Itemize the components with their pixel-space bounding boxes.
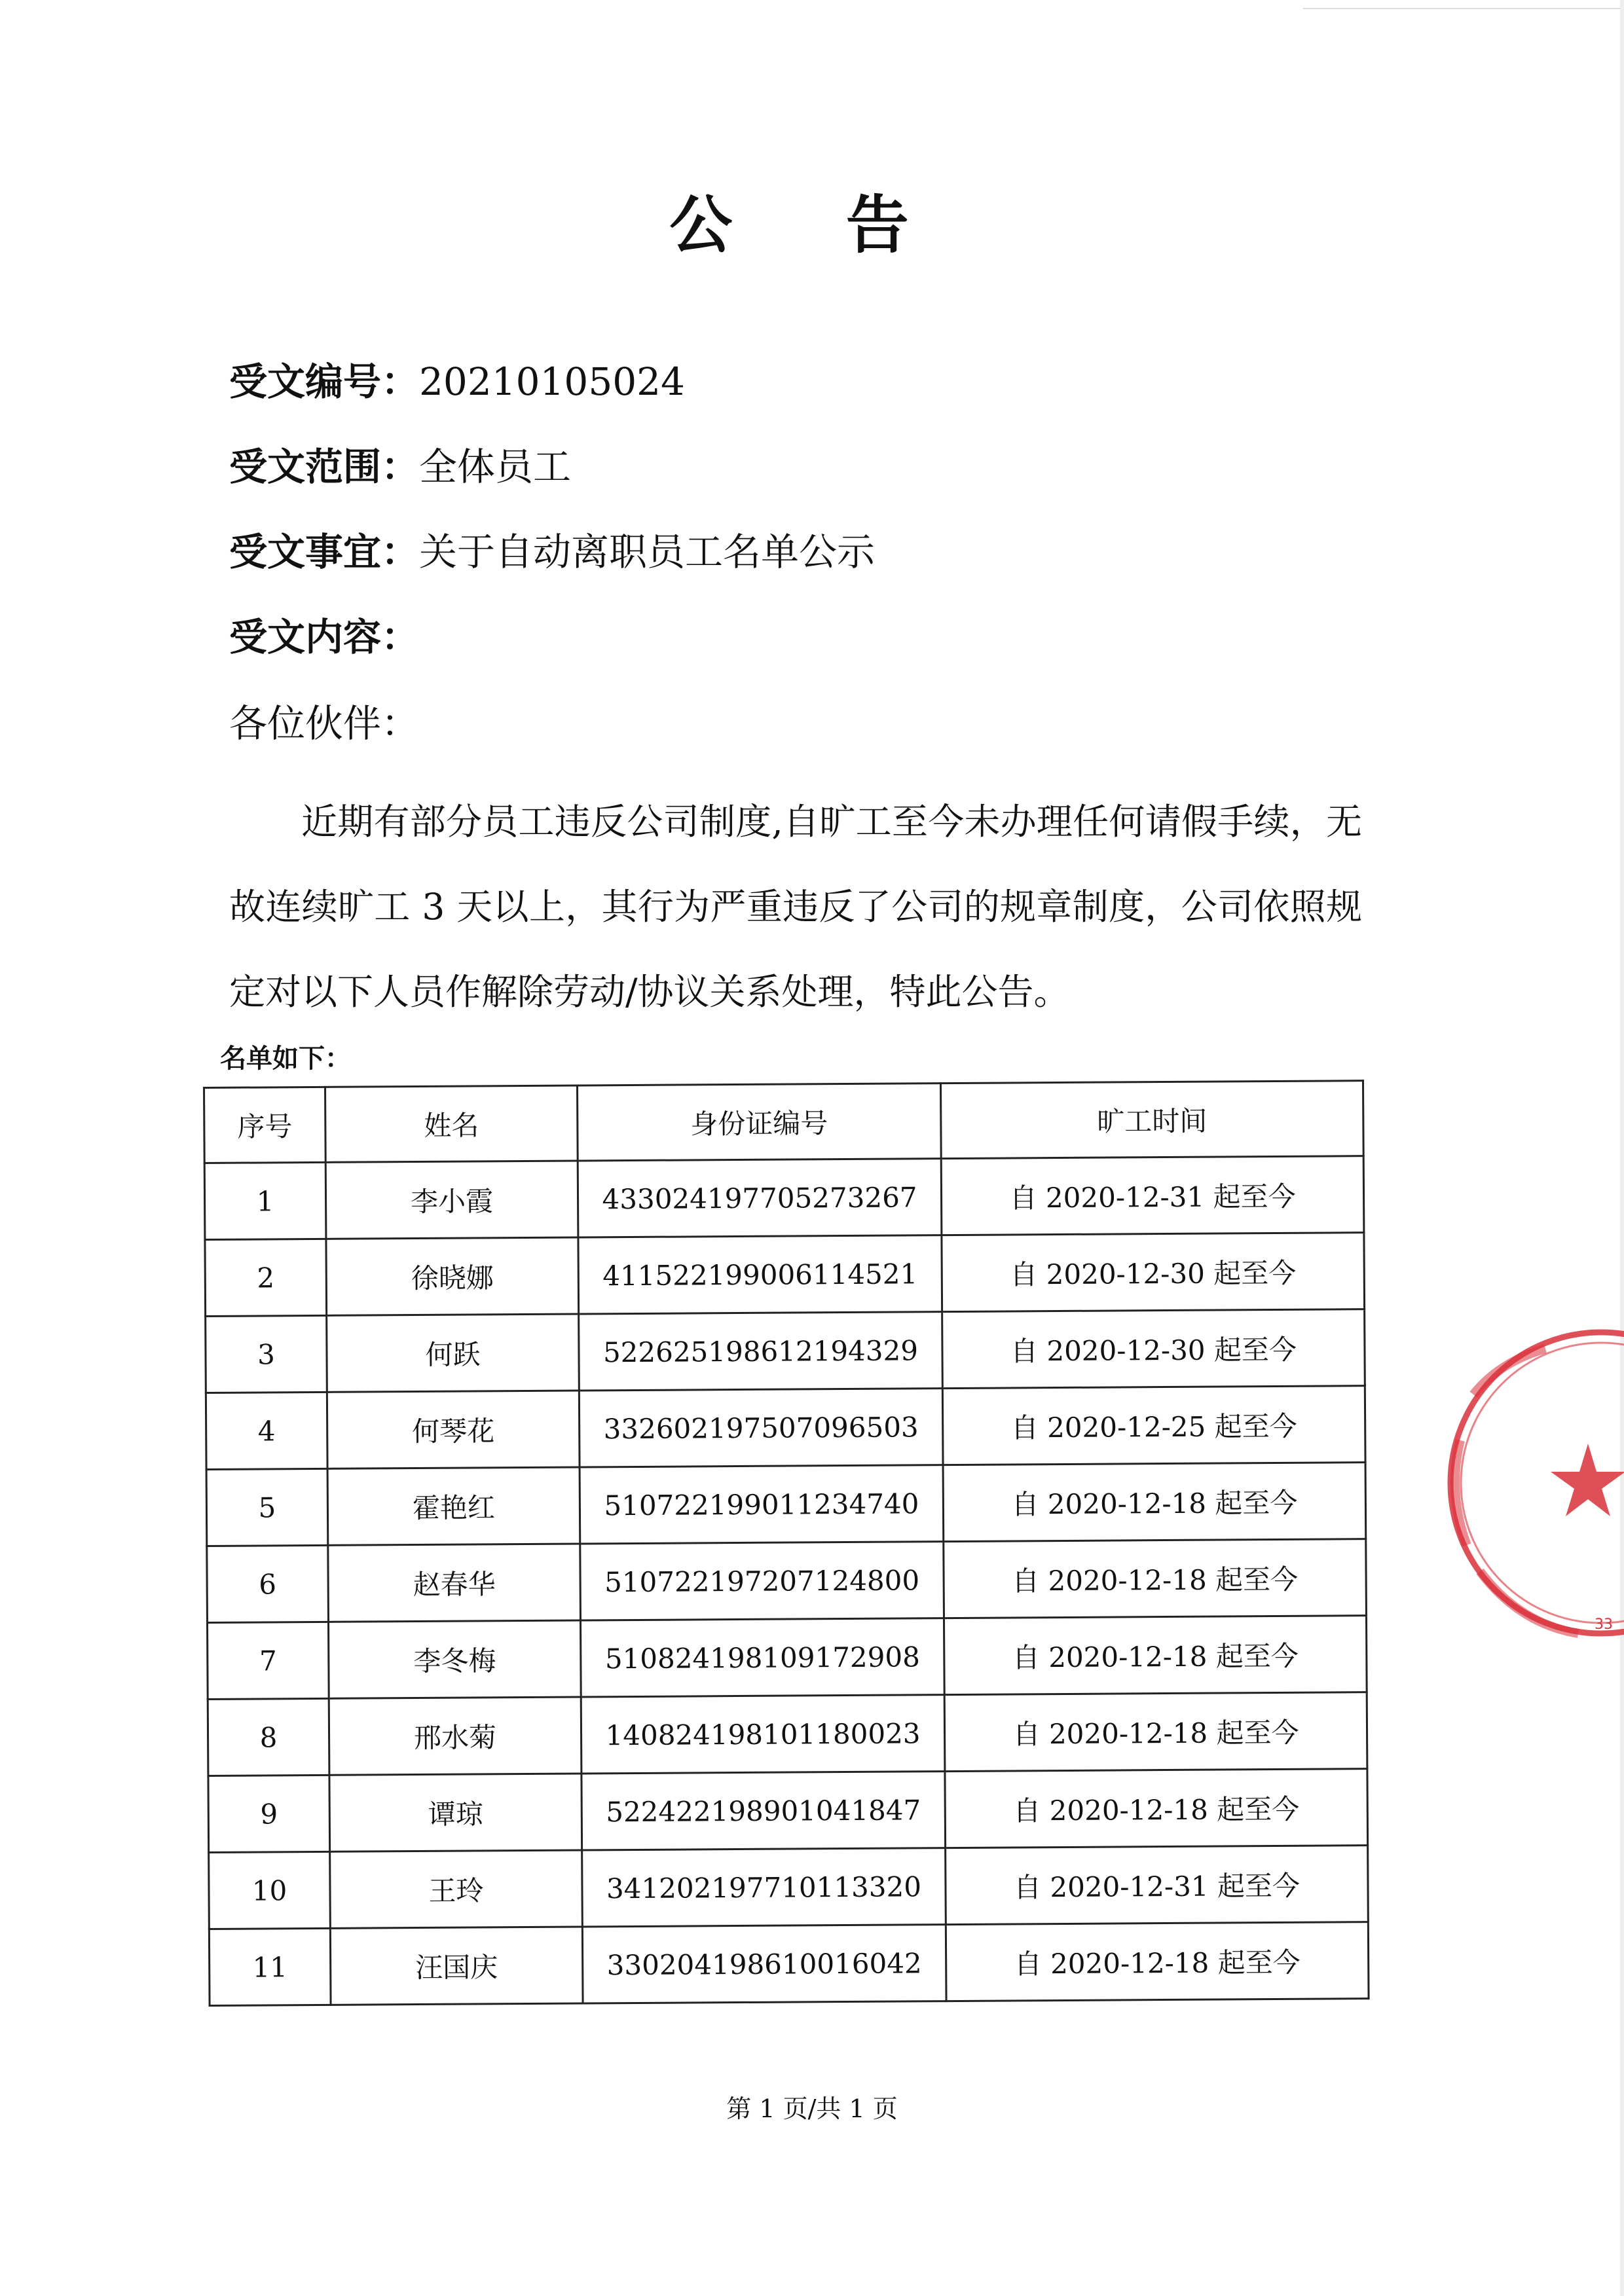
table-row	[208, 1769, 1368, 1853]
cell-id-number: 522422198901041847	[581, 1772, 946, 1850]
list-label: 名单如下：	[220, 1044, 351, 1074]
employee-table-wrap	[203, 1080, 1375, 2007]
cell-absence-time: 自 2020-12-18 起至今	[944, 1692, 1367, 1772]
cell-index: 6	[207, 1545, 329, 1622]
meta-label: 受文内容：	[229, 615, 420, 659]
cell-name: 李小霞	[325, 1161, 578, 1239]
header-name: 姓名	[325, 1085, 578, 1162]
meta-value: 全体员工	[419, 445, 572, 489]
table-row	[206, 1386, 1365, 1470]
cell-id-number: 341202197710113320	[582, 1848, 946, 1927]
cell-id-number: 510824198109172908	[580, 1618, 944, 1697]
cell-id-number: 522625198612194329	[579, 1312, 943, 1391]
cell-absence-time: 自 2020-12-18 起至今	[943, 1463, 1366, 1542]
cell-index: 9	[208, 1775, 330, 1852]
cell-index: 8	[208, 1698, 329, 1776]
meta-value: 关于自动离职员工名单公示	[419, 530, 876, 574]
meta-content	[229, 614, 419, 660]
cell-id-number: 510722197207124800	[580, 1542, 944, 1620]
meta-subject	[229, 529, 875, 575]
cell-index: 7	[207, 1622, 329, 1699]
header-id-number: 身份证编号	[577, 1084, 941, 1161]
page-footer: 第 1 页/共 1 页	[726, 2094, 898, 2123]
cell-name: 李冬梅	[328, 1620, 581, 1698]
cell-index: 11	[209, 1928, 331, 2005]
cell-id-number: 433024197705273267	[578, 1159, 942, 1237]
cell-id-number: 411522199006114521	[578, 1235, 942, 1314]
table-row	[207, 1539, 1367, 1623]
meta-doc-number	[229, 359, 685, 405]
meta-label: 受文范围：	[229, 445, 420, 489]
cell-index: 5	[206, 1468, 328, 1546]
cell-id-number: 140824198101180023	[581, 1695, 945, 1774]
scan-artifact-line	[1303, 8, 1624, 9]
seal-graphic	[1428, 1322, 1624, 1663]
table-row	[207, 1616, 1367, 1700]
cell-absence-time: 自 2020-12-31 起至今	[941, 1156, 1364, 1235]
cell-absence-time: 自 2020-12-18 起至今	[944, 1616, 1367, 1695]
cell-name: 何琴花	[327, 1391, 580, 1468]
cell-absence-time: 自 2020-12-31 起至今	[946, 1846, 1369, 1925]
cell-id-number: 332602197507096503	[579, 1389, 943, 1467]
employee-table	[203, 1080, 1370, 2007]
cell-name: 何跃	[327, 1314, 580, 1392]
cell-index: 1	[204, 1162, 326, 1239]
header-index: 序号	[204, 1087, 326, 1163]
cell-name: 霍艳红	[327, 1467, 580, 1545]
cell-absence-time: 自 2020-12-18 起至今	[945, 1769, 1368, 1848]
cell-absence-time: 自 2020-12-25 起至今	[942, 1386, 1365, 1465]
cell-name: 徐晓娜	[326, 1237, 579, 1315]
table-row	[204, 1156, 1364, 1240]
cell-absence-time: 自 2020-12-18 起至今	[946, 1922, 1369, 2001]
table-row	[205, 1233, 1365, 1317]
cell-absence-time: 自 2020-12-30 起至今	[942, 1309, 1365, 1389]
page-title: 公 告	[669, 189, 955, 262]
header-absence-time: 旷工时间	[940, 1081, 1363, 1159]
cell-index: 3	[206, 1315, 327, 1393]
table-body	[204, 1156, 1369, 2006]
meta-value: 20210105024	[419, 359, 685, 404]
svg-text:33: 33	[1595, 1616, 1613, 1633]
cell-absence-time: 自 2020-12-18 起至今	[944, 1539, 1367, 1618]
salutation: 各位伙伴：	[229, 701, 420, 746]
cell-index: 4	[206, 1392, 327, 1469]
cell-name: 汪国庆	[330, 1927, 583, 2005]
table-header-row	[204, 1081, 1364, 1163]
table-row	[206, 1463, 1366, 1546]
cell-id-number: 510722199011234740	[580, 1465, 944, 1544]
table-row	[206, 1309, 1365, 1393]
cell-name: 王玲	[330, 1850, 583, 1928]
table-row	[209, 1922, 1369, 2006]
cell-id-number: 330204198610016042	[582, 1925, 946, 2003]
red-seal-stamp	[1428, 1322, 1624, 1663]
cell-index: 2	[205, 1239, 327, 1316]
cell-name: 谭琼	[329, 1774, 582, 1851]
table-row	[209, 1846, 1369, 1929]
cell-name: 赵春华	[328, 1544, 581, 1622]
cell-index: 10	[209, 1851, 331, 1929]
cell-absence-time: 自 2020-12-30 起至今	[942, 1233, 1365, 1312]
table-row	[208, 1692, 1367, 1776]
scan-edge	[1620, 0, 1624, 2296]
meta-label: 受文编号：	[229, 359, 420, 404]
cell-name: 邢水菊	[329, 1697, 581, 1775]
meta-scope	[229, 444, 571, 490]
meta-label: 受文事宜：	[229, 530, 420, 574]
notice-body: 近期有部分员工违反公司制度,自旷工至今未办理任何请假手续，无故连续旷工 3 天以上，其行为严重违反了公司的规章制度，公司依照规定对以下人员作解除劳动/协议关系处理，特此公告。	[229, 801, 1362, 1013]
